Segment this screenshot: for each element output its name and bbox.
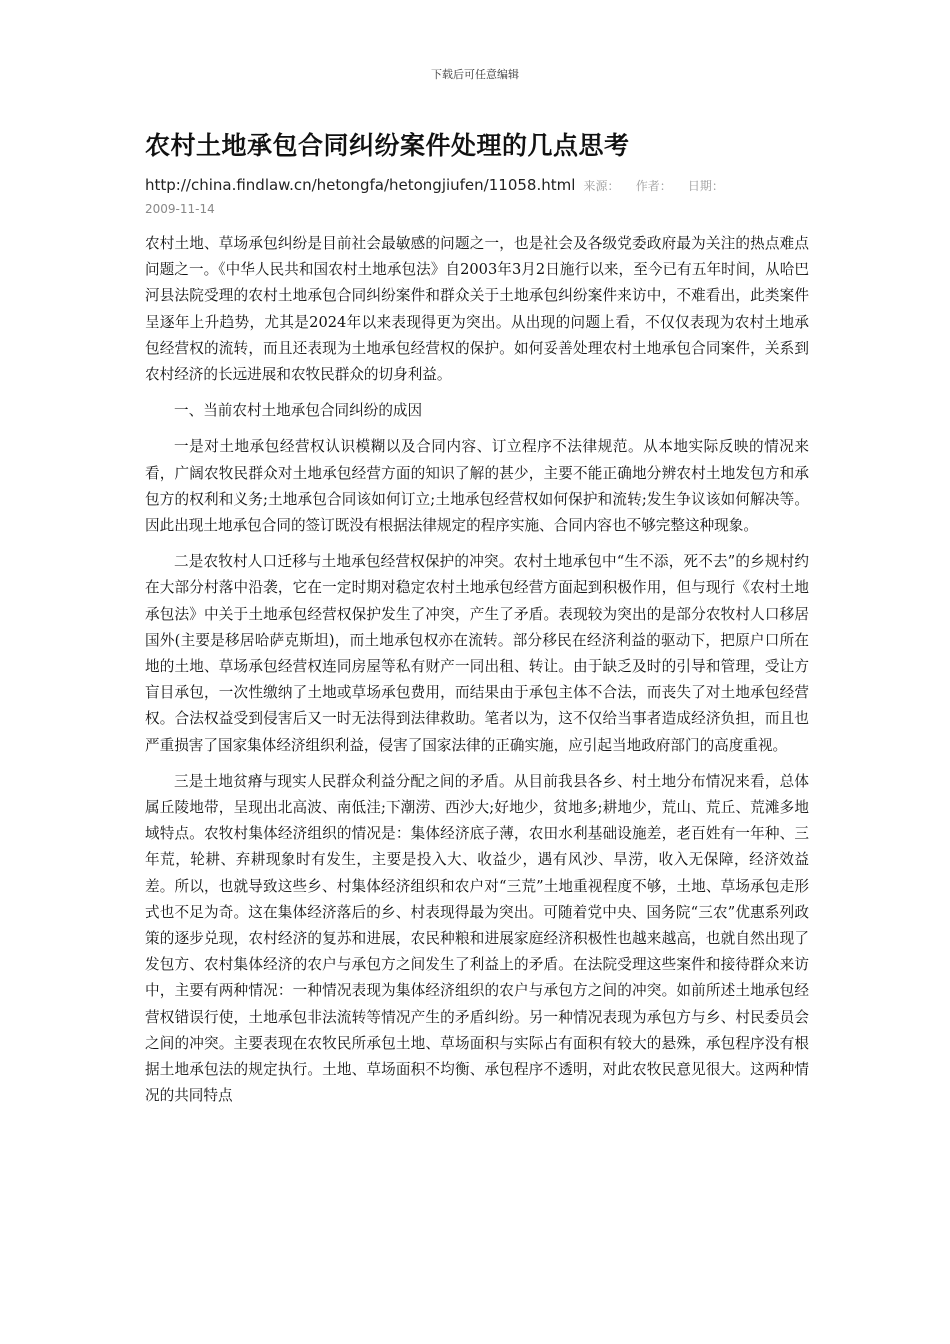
article-meta — [145, 174, 809, 221]
author-label: 作者： — [635, 179, 672, 193]
paragraph-intro: 农村土地、草场承包纠纷是目前社会最敏感的问题之一，也是社会及各级党委政府最为关注的热点难点问题之一。《中华人民共和国农村土地承包法》自2003年3月2日施行以来，至今已有五年时间，从哈巴河县法院受理的农村土地承包合同纠纷案件和群众关于土地承包纠纷案件来访中，不难看出，此类案件呈逐年上升趋势，尤其是2024年以来表现得更为突出。从出现的问题上看，不仅仅表现为农村土地承包经营权的流转，而且还表现为土地承包经营权的保护。如何妥善处理农村土地承包合同案件，关系到农村经济的长远进展和农牧民群众的切身利益。 — [145, 235, 809, 384]
article-body — [145, 128, 809, 1120]
source-label: 来源： — [583, 179, 620, 193]
section-heading: 一、当前农村土地承包合同纠纷的成因 — [174, 402, 423, 420]
paragraph-cause-3: 三是土地贫瘠与现实人民群众利益分配之间的矛盾。从目前我县各乡、村土地分布情况来看，总体属丘陵地带，呈现出北高波、南低洼;下潮涝、西沙大;好地少，贫地多;耕地少，荒山、荒丘、荒滩多地域特点。农牧村集体经济组织的情况是：集体经济底子薄，农田水利基础设施差，老百姓有一年种、三年荒，轮耕、弃耕现象时有发生，主要是投入大、收益少，遇有风沙、旱涝，收入无保障，经济效益差。所以，也就导致这些乡、村集体经济组织和农户对“三荒”土地重视程度不够，土地、草场承包走形式也不足为奇。这在集体经济落后的乡、村表现得最为突出。可随着党中央、国务院“三农”优惠系列政策的逐步兑现，农村经济的复苏和进展，农民种粮和进展家庭经济积极性也越来越高，也就自然出现了发包方、农村集体经济的农户与承包方之间发生了利益上的矛盾。在法院受理这些案件和接待群众来访中，主要有两种情况：一种情况表现为集体经济组织的农户与承包方之间的冲突。如前所述土地承包经营权错误行使，土地承包非法流转等情况产生的矛盾纠纷。另一种情况表现为承包方与乡、村民委员会之间的冲突。主要表现在农牧民所承包土地、草场面积与实际占有面积有较大的悬殊，承包程序没有根据土地承包法的规定执行。土地、草场面积不均衡、承包程序不透明，对此农牧民意见很大。这两种情况的共同特点 — [145, 772, 809, 1105]
article-title: 农村土地承包合同纠纷案件处理的几点思考 — [145, 131, 630, 160]
publish-date: 2009-11-14 — [145, 202, 215, 216]
header-note: 下载后可任意编辑 — [431, 68, 519, 81]
source-url[interactable]: http://china.findlaw.cn/hetongfa/hetongjiufen/11058.html — [145, 176, 576, 194]
paragraph-cause-1: 一是对土地承包经营权认识模糊以及合同内容、订立程序不法律规范。从本地实际反映的情况来看，广阔农牧民群众对土地承包经营方面的知识了解的甚少，主要不能正确地分辨农村土地发包方和承包方的权利和义务;土地承包合同该如何订立;土地承包经营权如何保护和流转;发生争议该如何解决等。因此出现土地承包合同的签订既没有根据法律规定的程序实施、合同内容也不够完整这种现象。 — [145, 438, 809, 535]
paragraph-cause-2: 二是农牧村人口迁移与土地承包经营权保护的冲突。农村土地承包中“生不添，死不去”的乡规村约在大部分村落中沿袭，它在一定时期对稳定农村土地承包经营方面起到积极作用，但与现行《农村土地承包法》中关于土地承包经营权保护发生了冲突，产生了矛盾。表现较为突出的是部分农牧村人口移居国外(主要是移居哈萨克斯坦)，而土地承包权亦在流转。部分移民在经济利益的驱动下，把原户口所在地的土地、草场承包经营权连同房屋等私有财产一同出租、转让。由于缺乏及时的引导和管理，受让方盲目承包，一次性缴纳了土地或草场承包费用，而结果由于承包主体不合法，而丧失了对土地承包经营权。合法权益受到侵害后又一时无法得到法律救助。笔者以为，这不仅给当事者造成经济负担，而且也严重损害了国家集体经济组织利益，侵害了国家法律的正确实施，应引起当地政府部门的高度重视。 — [145, 553, 809, 754]
date-label: 日期： — [687, 179, 724, 193]
